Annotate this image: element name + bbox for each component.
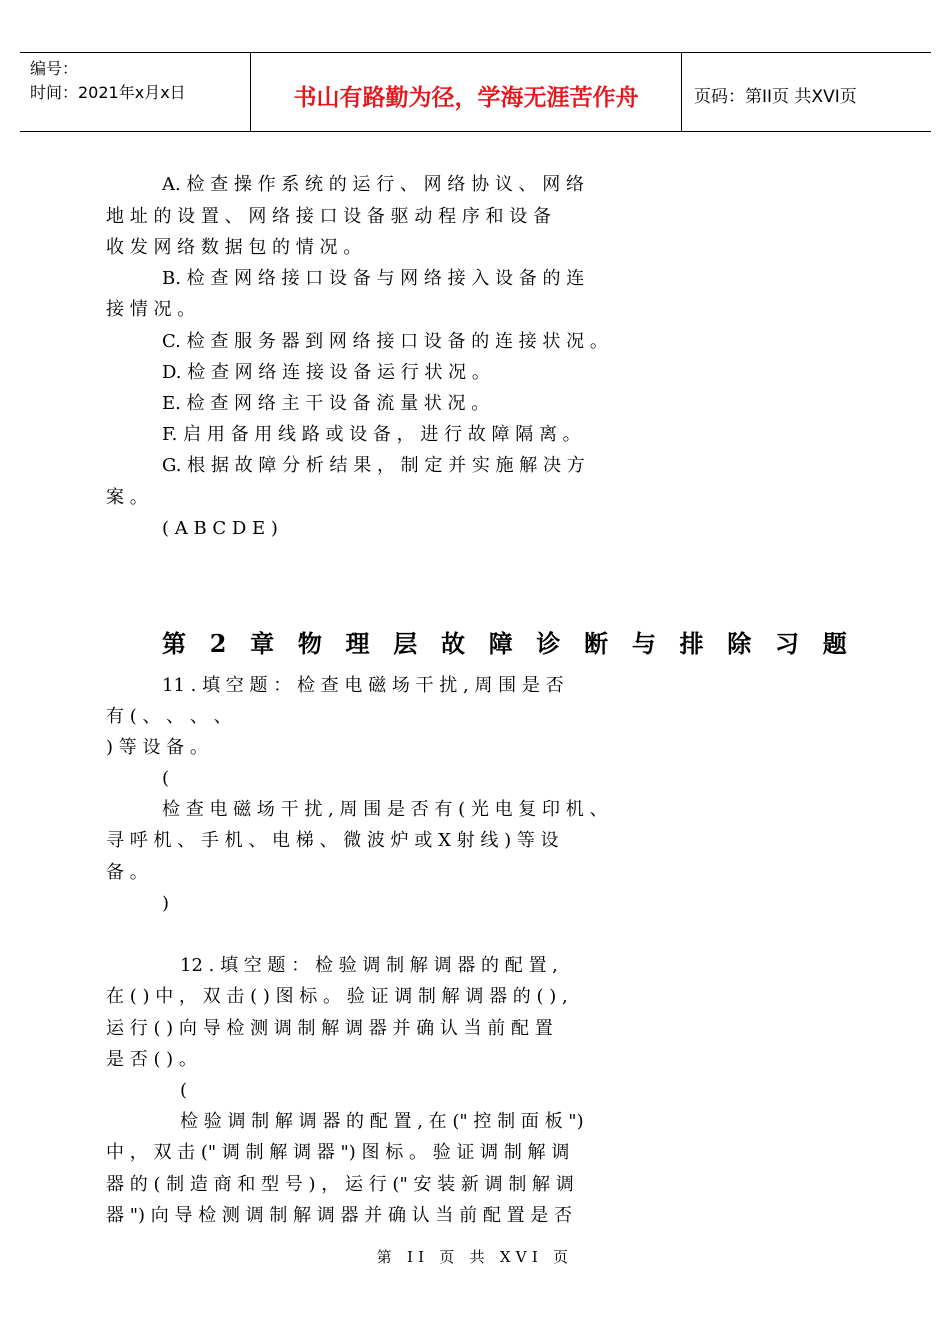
option-a-line-3: 收 发 网 络 数 据 包 的 情 况 。 bbox=[106, 237, 362, 258]
q12-line-1: 12 . 填 空 题 ： 检 验 调 制 解 调 器 的 配 置 , bbox=[180, 955, 558, 976]
q12-line-3: 运 行 ( ) 向 导 检 测 调 制 解 调 器 并 确 认 当 前 配 置 bbox=[106, 1018, 553, 1039]
header-page-info: 页码：第II页 共XVI页 bbox=[694, 86, 857, 107]
option-g-line-1: G. 根 据 故 障 分 析 结 果 ， 制 定 并 实 施 解 决 方 bbox=[162, 455, 585, 476]
document-time: 时间：2021年x月x日 bbox=[30, 83, 186, 102]
document-number-label: 编号： bbox=[30, 59, 79, 78]
q12-line-4: 是 否 ( ) 。 bbox=[106, 1049, 197, 1070]
q12-answer-line-1: 检 验 调 制 解 调 器 的 配 置 , 在 (" 控 制 面 板 ") bbox=[180, 1111, 584, 1132]
option-e: E. 检 查 网 络 主 干 设 备 流 量 状 况 。 bbox=[162, 393, 490, 414]
q11-line-3: ) 等 设 备 。 bbox=[106, 737, 208, 758]
q11-answer-open: ( bbox=[162, 768, 170, 789]
option-b-line-2: 接 情 况 。 bbox=[106, 299, 196, 320]
q12-line-2: 在 ( ) 中 ， 双 击 ( ) 图 标 。 验 证 调 制 解 调 器 的 ( ) , bbox=[106, 986, 568, 1007]
option-d: D. 检 查 网 络 连 接 设 备 运 行 状 况 。 bbox=[162, 362, 490, 383]
q12-answer-line-2: 中 ， 双 击 (" 调 制 解 调 器 ") 图 标 。 验 证 调 制 解 调 bbox=[106, 1142, 570, 1163]
q11-line-2: 有 ( 、 、 、 、 bbox=[106, 706, 232, 727]
q12-answer-line-4: 器 ") 向 导 检 测 调 制 解 调 器 并 确 认 当 前 配 置 是 否 bbox=[106, 1205, 573, 1226]
q12-answer-open: ( bbox=[180, 1080, 188, 1101]
header-motto: 书山有路勤为径，学海无涯苦作舟 bbox=[251, 53, 682, 131]
q11-answer-close: ) bbox=[162, 893, 170, 914]
q11-answer-line-1: 检 查 电 磁 场 干 扰 , 周 围 是 否 有 ( 光 电 复 印 机 、 bbox=[162, 799, 608, 820]
q11-answer-line-3: 备 。 bbox=[106, 862, 148, 883]
page-footer: 第 II 页 共 XVI 页 bbox=[376, 1248, 574, 1266]
option-b-line-1: B. 检 查 网 络 接 口 设 备 与 网 络 接 入 设 备 的 连 bbox=[162, 268, 585, 289]
chapter-title: 第 2 章 物 理 层 故 障 诊 断 与 排 除 习 题 bbox=[162, 629, 855, 658]
option-a-line-1: A. 检 查 操 作 系 统 的 运 行 、 网 络 协 议 、 网 络 bbox=[162, 174, 584, 195]
option-a-line-2: 地 址 的 设 置 、 网 络 接 口 设 备 驱 动 程 序 和 设 备 bbox=[106, 206, 551, 227]
option-c: C. 检 查 服 务 器 到 网 络 接 口 设 备 的 连 接 状 况 。 bbox=[162, 331, 608, 352]
answer: ( A B C D E ) bbox=[162, 518, 278, 539]
option-g-line-2: 案 。 bbox=[106, 487, 148, 508]
q11-answer-line-2: 寻 呼 机 、 手 机 、 电 梯 、 微 波 炉 或 X 射 线 ) 等 设 bbox=[106, 830, 559, 851]
option-f: F. 启 用 备 用 线 路 或 设 备 ， 进 行 故 障 隔 离 。 bbox=[162, 424, 581, 445]
q11-line-1: 11 . 填 空 题 ： 检 查 电 磁 场 干 扰 , 周 围 是 否 bbox=[162, 675, 564, 696]
q12-answer-line-3: 器 的 ( 制 造 商 和 型 号 ) ， 运 行 (" 安 装 新 调 制 解 调 bbox=[106, 1174, 574, 1195]
